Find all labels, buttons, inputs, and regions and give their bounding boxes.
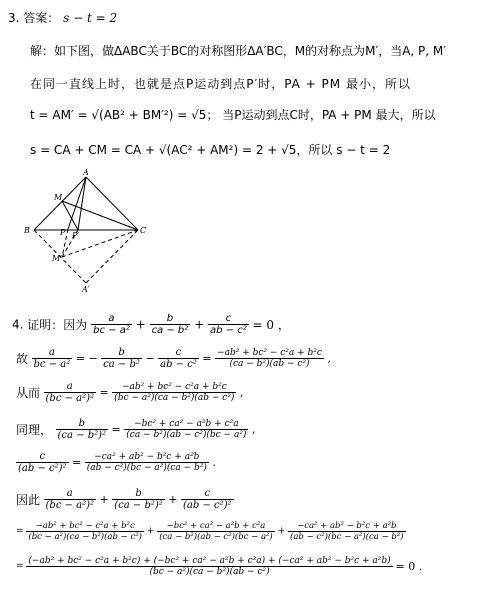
problem3-line4: s = CA + CM = CA + √(AC² + AM²) = 2 + √5，所以 s − t = 2 bbox=[30, 143, 391, 157]
label-P: P bbox=[60, 228, 66, 237]
label-A-prime: A′ bbox=[82, 285, 90, 294]
line-yinci: 因此 $\frac{a}{\text{(bc − a²)²}}$ + $\frac{b}{\text{(ca − b²)²}}$ + $\frac{c}{\text{(ab − c²)²}}$ bbox=[16, 488, 232, 511]
problem3-line1: 解：如下图，做ΔABC关于BC的对称图形ΔA′BC，M的对称点为M′，当A, P, M′ bbox=[30, 44, 446, 58]
geometry-figure bbox=[20, 165, 150, 295]
problem4-number: 4. bbox=[12, 317, 24, 332]
problem3-answer-label: 答案： bbox=[23, 11, 60, 25]
problem3 bbox=[8, 9, 117, 26]
line-sum-total: = (−ab² + bc² − c²a + b²c) + (−bc² + ca² − a²b + c²a) + (−ca² + ab² − b²c + a²b) (bc − a²)(ca − b²)(ab − c²) = 0 . bbox=[16, 556, 423, 577]
line-c-over: $\frac{c}{\text{(ab − c²)²}}$ = $\frac{\text{−ca² + ab² − b²c + a²b}}{\text{(ab − c²)(bc − a²)(ca − b²)}}$ . bbox=[18, 451, 216, 474]
label-M-prime: M′ bbox=[52, 254, 63, 263]
line-tongli: 同理， $\frac{b}{\text{(ca − b²)²}}$ = $\frac{\text{−bc² + ca² − a²b + c²a}}{\text{(ca − b²)(ab − c²)(bc − a²)}}$ , bbox=[16, 418, 256, 441]
label-B: B bbox=[24, 226, 30, 235]
problem3-answer-expr: s − t = 2 bbox=[63, 11, 118, 25]
line-congr: 从而 $\frac{a}{\text{(bc − a²)²}}$ = $\frac{\text{−ab² + bc² − c²a + b²c}}{\text{(bc − a²)(ca − b²)(ab − c²)}}$ , bbox=[16, 381, 244, 404]
label-C: C bbox=[140, 226, 147, 235]
line-gu: 故 $\frac{a}{\text{bc − a²}}$ = − $\frac{b}{\text{ca − b²}}$ − $\frac{c}{\text{ab − c²}}$ = $\frac{\text{−ab² + bc² − c²a + b²c}}{\text{(ca − b²)(ab − c²)}}$ , bbox=[16, 347, 331, 370]
problem3-number: 3. bbox=[8, 11, 20, 25]
proof-label: 证明：因为 bbox=[27, 318, 88, 332]
problem3-line3: t = AM′ = √(AB² + BM′²) = √5； 当P运动到点C时，PA + PM 最大，所以 bbox=[30, 108, 436, 122]
line-sum-expanded: = $\frac{\text{−ab² + bc² − c²a + b²c}}{\text{(bc − a²)(ca − b²)(ab − c²)}}$ + $\frac{\text{−bc² + ca² − a²b + c²a}}{\text{(ca − b²)(ab − c²)(bc − a²)}}$ + $\frac{\text{−ca² + ab² − b²c + a²b}}{\text{(ab − c²)(bc − a²)(ca − b²)}}$ bbox=[16, 521, 404, 542]
hypothesis-tail: = 0 ， bbox=[252, 318, 290, 332]
problem3-line2: 在同一直线上时，也就是点P运动到点P′时，PA + PM 最小，所以 bbox=[30, 77, 411, 91]
label-P-prime: P′ bbox=[72, 231, 80, 240]
label-M: M bbox=[54, 193, 63, 202]
problem4-hypothesis: 4. 证明：因为 $\frac{a}{\text{bc − a²}}$ + $\frac{b}{\text{ca − b²}}$ + $\frac{c}{\text{ab − c²}}$ = 0 ， bbox=[12, 313, 290, 336]
label-A: A bbox=[83, 168, 89, 177]
